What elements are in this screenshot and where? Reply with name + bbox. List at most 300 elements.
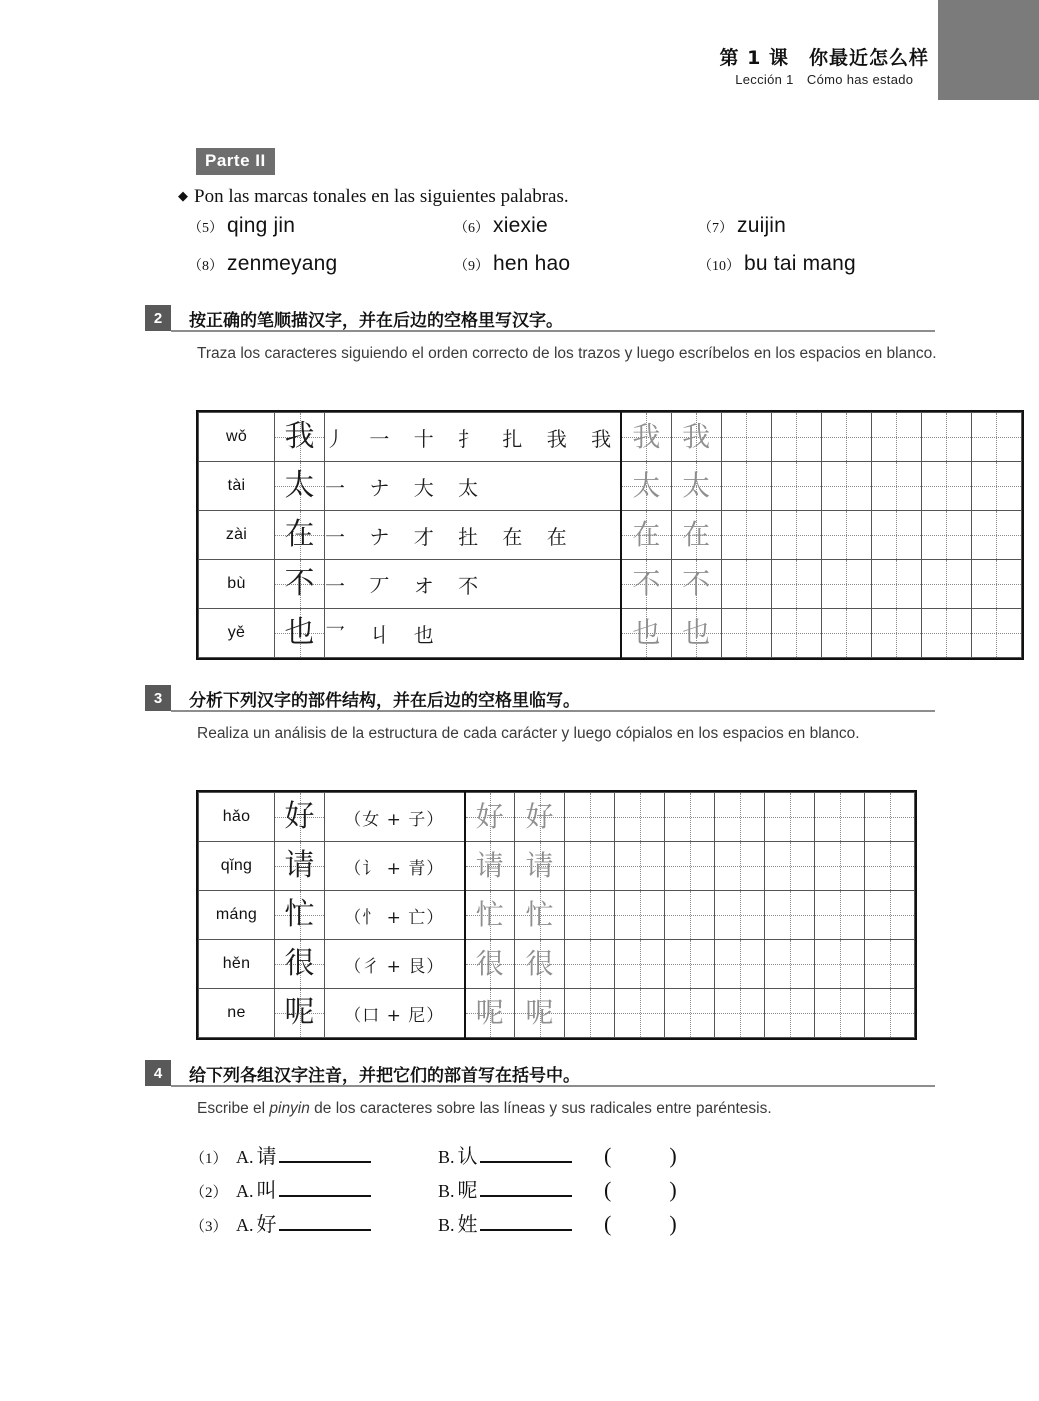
cell-blank-practice[interactable]: [865, 989, 915, 1038]
cell-blank-practice[interactable]: [715, 940, 765, 989]
cell-components: （讠 + 青）: [325, 842, 465, 891]
traced-character: 太: [632, 469, 661, 502]
option-a-blank[interactable]: [279, 1209, 371, 1231]
item-word: xiexie: [493, 214, 548, 237]
cell-blank-practice[interactable]: [615, 940, 665, 989]
cell-traced-character[interactable]: [515, 891, 565, 940]
guide-line-vertical: [746, 560, 747, 608]
option-a[interactable]: [236, 1174, 438, 1203]
cell-blank-practice[interactable]: [565, 842, 615, 891]
cell-blank-practice[interactable]: [971, 462, 1021, 511]
spanish-text-post: de los caracteres sobre las líneas y sus radicales entre paréntesis.: [309, 1100, 772, 1117]
item-word: zenmeyang: [227, 252, 338, 275]
cell-blank-practice[interactable]: [765, 793, 815, 842]
item-index: （3）: [190, 1219, 228, 1235]
cell-blank-practice[interactable]: [815, 842, 865, 891]
guide-line-vertical: [996, 609, 997, 657]
cell-blank-practice[interactable]: [871, 413, 921, 462]
traced-character: 呢: [525, 996, 554, 1029]
cell-blank-practice[interactable]: [721, 462, 771, 511]
guide-line-vertical: [890, 891, 891, 939]
guide-line-vertical: [590, 940, 591, 988]
cell-model-character: [275, 560, 325, 609]
exercise-4: [145, 1060, 935, 1121]
cell-blank-practice[interactable]: [665, 891, 715, 940]
cell-blank-practice[interactable]: [921, 413, 971, 462]
model-character: 我: [284, 419, 315, 454]
model-character: 请: [284, 848, 315, 883]
option-a-character: 请: [256, 1144, 277, 1168]
exercise-3-title-spanish: Realiza un análisis de la estructura de cada carácter y luego cópialos en los espacios en blanco.: [197, 725, 860, 742]
model-character: 不: [284, 566, 315, 601]
option-b[interactable]: [438, 1208, 604, 1237]
traced-character: 请: [525, 849, 554, 882]
exercise-2: [145, 305, 935, 366]
cell-traced-character[interactable]: [515, 940, 565, 989]
guide-line-vertical: [740, 842, 741, 890]
parte-instruction: [178, 186, 569, 208]
table-row: [199, 609, 1022, 658]
cell-pinyin: bù: [199, 560, 275, 609]
traced-character: 忙: [475, 898, 504, 931]
option-b-character: 姓: [457, 1212, 478, 1236]
cell-pinyin: ne: [199, 989, 275, 1038]
cell-blank-practice[interactable]: [765, 989, 815, 1038]
cell-traced-character[interactable]: [515, 793, 565, 842]
component-structure-table: [196, 790, 917, 1040]
parte-badge: Parte II: [196, 148, 275, 175]
traced-character: 好: [525, 800, 554, 833]
cell-blank-practice[interactable]: [771, 609, 821, 658]
option-a-blank[interactable]: [279, 1175, 371, 1197]
guide-line-vertical: [896, 560, 897, 608]
model-character: 在: [284, 517, 315, 552]
cell-blank-practice[interactable]: [665, 793, 715, 842]
guide-line-vertical: [740, 891, 741, 939]
cell-traced-character[interactable]: [621, 511, 671, 560]
exercise-3-title-chinese: 分析下列汉字的部件结构，并在后边的空格里临写。: [189, 690, 580, 711]
guide-line-vertical: [640, 793, 641, 841]
cell-model-character: [275, 940, 325, 989]
exercise-2-heading: [145, 305, 935, 331]
cell-blank-practice[interactable]: [565, 940, 615, 989]
cell-blank-practice[interactable]: [771, 560, 821, 609]
guide-line-vertical: [590, 891, 591, 939]
guide-line-vertical: [746, 609, 747, 657]
option-a-label: A.: [236, 1147, 254, 1167]
cell-blank-practice[interactable]: [771, 511, 821, 560]
cell-blank-practice[interactable]: [865, 891, 915, 940]
pinyin-item[interactable]: [698, 252, 908, 276]
cell-pinyin: yě: [199, 609, 275, 658]
item-number: （9）: [454, 259, 489, 274]
stroke-order-table-grid: [198, 412, 1022, 658]
traced-character: 很: [475, 947, 504, 980]
cell-traced-character[interactable]: [465, 793, 515, 842]
guide-line-vertical: [896, 462, 897, 510]
cell-stroke-sequence: 丿 一 十 扌 扎 我 我: [325, 413, 622, 462]
pinyin-emphasis: pinyin: [269, 1100, 310, 1117]
guide-line-vertical: [946, 560, 947, 608]
option-b-label: B.: [438, 1181, 455, 1201]
guide-line-vertical: [840, 842, 841, 890]
guide-line-vertical: [590, 842, 591, 890]
pinyin-item[interactable]: [188, 214, 454, 238]
cell-blank-practice[interactable]: [765, 940, 815, 989]
cell-model-character: [275, 891, 325, 940]
cell-traced-character[interactable]: [465, 842, 515, 891]
model-character: 呢: [284, 995, 315, 1030]
cell-blank-practice[interactable]: [865, 842, 915, 891]
pinyin-item[interactable]: [454, 214, 698, 238]
guide-line-vertical: [740, 940, 741, 988]
guide-line-vertical: [840, 793, 841, 841]
guide-line-vertical: [640, 891, 641, 939]
cell-traced-character[interactable]: [465, 940, 515, 989]
guide-line-vertical: [996, 413, 997, 461]
cell-blank-practice[interactable]: [715, 891, 765, 940]
option-a-label: A.: [236, 1215, 254, 1235]
item-word: bu tai mang: [744, 252, 856, 275]
cell-traced-character[interactable]: [671, 609, 721, 658]
guide-line-vertical: [590, 989, 591, 1037]
exercise-3-heading: [145, 685, 935, 711]
fill-in-row: [190, 1208, 735, 1242]
cell-blank-practice[interactable]: [865, 793, 915, 842]
cell-blank-practice[interactable]: [565, 989, 615, 1038]
chapter-title-chinese: 第 1 课 你最近怎么样: [719, 47, 929, 69]
cell-blank-practice[interactable]: [765, 891, 815, 940]
guide-line-vertical: [840, 989, 841, 1037]
cell-blank-practice[interactable]: [871, 511, 921, 560]
pinyin-item[interactable]: [454, 252, 698, 276]
guide-line-vertical: [896, 413, 897, 461]
exercise-4-items: [190, 1140, 735, 1242]
cell-components: （口 + 尼）: [325, 989, 465, 1038]
traced-character: 在: [632, 518, 661, 551]
model-character: 也: [284, 615, 315, 650]
cell-blank-practice[interactable]: [715, 793, 765, 842]
cell-model-character: [275, 413, 325, 462]
guide-line-vertical: [946, 462, 947, 510]
item-word: hen hao: [493, 252, 571, 275]
cell-blank-practice[interactable]: [821, 609, 871, 658]
model-character: 很: [284, 946, 315, 981]
cell-blank-practice[interactable]: [721, 560, 771, 609]
item-number: （10）: [698, 259, 740, 274]
traced-character: 呢: [475, 996, 504, 1029]
cell-blank-practice[interactable]: [821, 511, 871, 560]
item-word: zuijin: [737, 214, 787, 237]
model-character: 太: [284, 468, 315, 503]
cell-blank-practice[interactable]: [715, 989, 765, 1038]
guide-line-vertical: [790, 842, 791, 890]
cell-stroke-sequence: 乛 丩 也: [325, 609, 622, 658]
cell-blank-practice[interactable]: [565, 793, 615, 842]
guide-line-vertical: [996, 560, 997, 608]
cell-traced-character[interactable]: [465, 989, 515, 1038]
exercise-4-title-chinese: 给下列各组汉字注音，并把它们的部首写在括号中。: [189, 1065, 580, 1086]
table-row: [199, 511, 1022, 560]
cell-stroke-sequence: 一 ナ 才 扗 在 在: [325, 511, 622, 560]
cell-traced-character[interactable]: [671, 511, 721, 560]
guide-line-vertical: [690, 793, 691, 841]
cell-blank-practice[interactable]: [615, 989, 665, 1038]
fill-in-row: [190, 1140, 735, 1174]
cell-blank-practice[interactable]: [815, 891, 865, 940]
cell-blank-practice[interactable]: [721, 413, 771, 462]
guide-line-vertical: [846, 609, 847, 657]
cell-blank-practice[interactable]: [871, 560, 921, 609]
pinyin-row: [188, 252, 908, 290]
cell-components: （女 + 子）: [325, 793, 465, 842]
exercise-3: [145, 685, 935, 746]
traced-character: 很: [525, 947, 554, 980]
guide-line-vertical: [690, 891, 691, 939]
cell-blank-practice[interactable]: [821, 413, 871, 462]
pinyin-item[interactable]: [188, 252, 454, 276]
cell-traced-character[interactable]: [671, 413, 721, 462]
table-row: [199, 793, 915, 842]
cell-traced-character[interactable]: [515, 842, 565, 891]
model-character: 好: [284, 799, 315, 834]
cell-model-character: [275, 609, 325, 658]
cell-pinyin: hěn: [199, 940, 275, 989]
option-b-character: 认: [457, 1144, 478, 1168]
guide-line-vertical: [746, 462, 747, 510]
cell-blank-practice[interactable]: [665, 989, 715, 1038]
guide-line-vertical: [740, 989, 741, 1037]
cell-blank-practice[interactable]: [871, 462, 921, 511]
cell-blank-practice[interactable]: [771, 462, 821, 511]
guide-line-vertical: [746, 511, 747, 559]
cell-traced-character[interactable]: [465, 891, 515, 940]
spanish-text-pre: Escribe el: [197, 1100, 270, 1117]
cell-blank-practice[interactable]: [815, 940, 865, 989]
table-row: [199, 989, 915, 1038]
guide-line-vertical: [890, 989, 891, 1037]
cell-blank-practice[interactable]: [971, 560, 1021, 609]
guide-line-vertical: [746, 413, 747, 461]
cell-model-character: [275, 793, 325, 842]
option-b-blank[interactable]: [480, 1209, 572, 1231]
exercise-4-number: 4: [145, 1060, 171, 1086]
traced-character: 不: [682, 567, 711, 600]
option-a[interactable]: [236, 1140, 438, 1169]
traced-character: 也: [682, 616, 711, 649]
diamond-bullet-icon: ◆: [178, 188, 188, 203]
traced-character: 我: [632, 420, 661, 453]
guide-line-vertical: [996, 511, 997, 559]
header-corner-block: [938, 0, 1039, 100]
option-a-label: A.: [236, 1181, 254, 1201]
traced-character: 太: [682, 469, 711, 502]
exercise-4-heading: [145, 1060, 935, 1086]
table-row: [199, 940, 915, 989]
pinyin-row: [188, 214, 908, 252]
cell-blank-practice[interactable]: [565, 891, 615, 940]
guide-line-vertical: [640, 940, 641, 988]
traced-character: 好: [475, 800, 504, 833]
table-row: [199, 560, 1022, 609]
guide-line-vertical: [796, 413, 797, 461]
guide-line-vertical: [790, 989, 791, 1037]
cell-blank-practice[interactable]: [721, 609, 771, 658]
item-number: （7）: [698, 221, 733, 236]
cell-traced-character[interactable]: [671, 560, 721, 609]
guide-line-vertical: [946, 511, 947, 559]
cell-blank-practice[interactable]: [865, 940, 915, 989]
cell-blank-practice[interactable]: [665, 940, 715, 989]
guide-line-vertical: [846, 462, 847, 510]
model-character: 忙: [284, 897, 315, 932]
guide-line-vertical: [840, 940, 841, 988]
cell-traced-character[interactable]: [671, 462, 721, 511]
cell-blank-practice[interactable]: [765, 842, 815, 891]
guide-line-vertical: [796, 511, 797, 559]
item-index: （2）: [190, 1185, 228, 1201]
cell-pinyin: wǒ: [199, 413, 275, 462]
guide-line-vertical: [790, 793, 791, 841]
guide-line-vertical: [740, 793, 741, 841]
guide-line-vertical: [846, 560, 847, 608]
cell-blank-practice[interactable]: [815, 989, 865, 1038]
traced-character: 忙: [525, 898, 554, 931]
cell-traced-character[interactable]: [515, 989, 565, 1038]
cell-components: （忄 + 亡）: [325, 891, 465, 940]
exercise-2-title-chinese: 按正确的笔顺描汉字，并在后边的空格里写汉字。: [189, 310, 563, 331]
cell-model-character: [275, 989, 325, 1038]
guide-line-vertical: [690, 842, 691, 890]
cell-blank-practice[interactable]: [721, 511, 771, 560]
option-a-blank[interactable]: [279, 1141, 371, 1163]
option-b-character: 呢: [457, 1178, 478, 1202]
cell-components: （彳 + 艮）: [325, 940, 465, 989]
guide-line-vertical: [796, 462, 797, 510]
guide-line-vertical: [796, 609, 797, 657]
guide-line-vertical: [640, 989, 641, 1037]
component-structure-table-grid: [198, 792, 915, 1038]
guide-line-vertical: [946, 609, 947, 657]
item-word: qing jin: [227, 214, 296, 237]
traced-character: 不: [632, 567, 661, 600]
guide-line-vertical: [896, 609, 897, 657]
cell-traced-character[interactable]: [621, 462, 671, 511]
cell-blank-practice[interactable]: [615, 793, 665, 842]
cell-blank-practice[interactable]: [971, 511, 1021, 560]
cell-pinyin: hǎo: [199, 793, 275, 842]
option-a-character: 叫: [256, 1178, 277, 1202]
traced-character: 也: [632, 616, 661, 649]
cell-traced-character[interactable]: [621, 609, 671, 658]
pinyin-item[interactable]: [698, 214, 908, 238]
guide-line-vertical: [796, 560, 797, 608]
cell-blank-practice[interactable]: [971, 413, 1021, 462]
cell-model-character: [275, 462, 325, 511]
guide-line-vertical: [996, 462, 997, 510]
option-b-label: B.: [438, 1147, 455, 1167]
guide-line-vertical: [890, 940, 891, 988]
parte-instruction-text: Pon las marcas tonales en las siguientes palabras.: [194, 186, 569, 207]
option-b[interactable]: [438, 1174, 604, 1203]
guide-line-vertical: [840, 891, 841, 939]
item-number: （6）: [454, 221, 489, 236]
cell-blank-practice[interactable]: [971, 609, 1021, 658]
cell-blank-practice[interactable]: [821, 462, 871, 511]
cell-blank-practice[interactable]: [821, 560, 871, 609]
guide-line-vertical: [690, 940, 691, 988]
exercise-3-number: 3: [145, 685, 171, 711]
cell-blank-practice[interactable]: [921, 511, 971, 560]
option-b-label: B.: [438, 1215, 455, 1235]
radical-parentheses[interactable]: (): [604, 1143, 735, 1168]
exercise-2-number: 2: [145, 305, 171, 331]
traced-character: 我: [682, 420, 711, 453]
guide-line-vertical: [846, 511, 847, 559]
option-b-blank[interactable]: [480, 1175, 572, 1197]
option-a-character: 好: [256, 1212, 277, 1236]
table-row: [199, 462, 1022, 511]
table-row: [199, 842, 915, 891]
cell-traced-character[interactable]: [621, 413, 671, 462]
cell-blank-practice[interactable]: [665, 842, 715, 891]
guide-line-vertical: [890, 842, 891, 890]
cell-pinyin: tài: [199, 462, 275, 511]
guide-line-vertical: [846, 413, 847, 461]
page-header: [720, 48, 929, 88]
guide-line-vertical: [896, 511, 897, 559]
table-row: [199, 413, 1022, 462]
guide-line-vertical: [590, 793, 591, 841]
guide-line-vertical: [790, 940, 791, 988]
cell-blank-practice[interactable]: [615, 891, 665, 940]
item-number: （8）: [188, 259, 223, 274]
cell-blank-practice[interactable]: [715, 842, 765, 891]
radical-parentheses[interactable]: (): [604, 1211, 735, 1236]
cell-model-character: [275, 842, 325, 891]
stroke-order-table: [196, 410, 1024, 660]
cell-pinyin: máng: [199, 891, 275, 940]
cell-blank-practice[interactable]: [815, 793, 865, 842]
cell-blank-practice[interactable]: [771, 413, 821, 462]
cell-blank-practice[interactable]: [921, 609, 971, 658]
cell-pinyin: qǐng: [199, 842, 275, 891]
exercise-4-title-spanish: [197, 1096, 937, 1121]
cell-blank-practice[interactable]: [871, 609, 921, 658]
cell-pinyin: zài: [199, 511, 275, 560]
cell-blank-practice[interactable]: [921, 560, 971, 609]
option-a[interactable]: [236, 1208, 438, 1237]
table-row: [199, 891, 915, 940]
guide-line-vertical: [946, 413, 947, 461]
radical-parentheses[interactable]: (): [604, 1177, 735, 1202]
option-b[interactable]: [438, 1140, 604, 1169]
cell-blank-practice[interactable]: [921, 462, 971, 511]
chapter-title-spanish: Lección 1 Cómo has estado: [735, 71, 914, 87]
cell-traced-character[interactable]: [621, 560, 671, 609]
fill-in-row: [190, 1174, 735, 1208]
pinyin-items-grid: [188, 214, 908, 290]
guide-line-vertical: [690, 989, 691, 1037]
cell-blank-practice[interactable]: [615, 842, 665, 891]
traced-character: 请: [475, 849, 504, 882]
option-b-blank[interactable]: [480, 1141, 572, 1163]
cell-stroke-sequence: 一 丆 オ 不: [325, 560, 622, 609]
item-number: （5）: [188, 221, 223, 236]
guide-line-vertical: [790, 891, 791, 939]
guide-line-vertical: [890, 793, 891, 841]
cell-stroke-sequence: 一 ナ 大 太: [325, 462, 622, 511]
